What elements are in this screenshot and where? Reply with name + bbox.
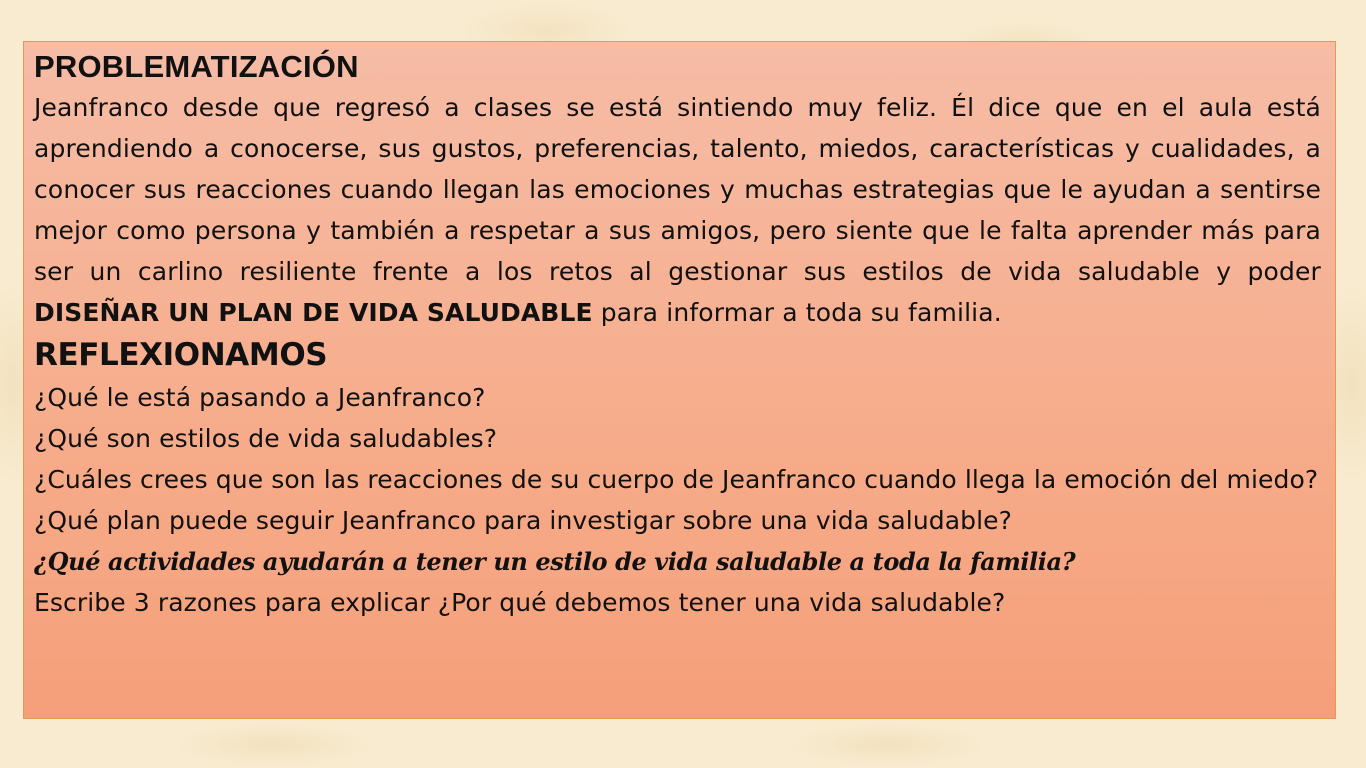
reflexionamos-heading: REFLEXIONAMOS (34, 337, 328, 373)
question-1: ¿Qué le está pasando a Jeanfranco? (34, 383, 486, 412)
problematizacion-heading: PROBLEMATIZACIÓN (34, 49, 359, 84)
problem-text-end: para informar a toda su familia. (592, 298, 1002, 327)
question-6: Escribe 3 razones para explicar ¿Por qué debemos tener una vida saludable? (34, 588, 1006, 617)
problem-bold-text: DISEÑAR UN PLAN DE VIDA SALUDABLE (34, 298, 593, 327)
question-2: ¿Qué son estilos de vida saludables? (34, 424, 498, 453)
content-panel (23, 41, 1336, 719)
problem-paragraph (34, 87, 1321, 333)
problem-text: Jeanfranco desde que regresó a clases se está sintiendo muy feliz. Él dice que en el aula está aprendiendo a conocerse, sus gustos, preferencias, talento, miedos, características y cualidades, a conocer sus reacciones cuando llegan las emociones y muchas estrategias que le ayudan a sentirse mejor como persona y también a respetar a sus amigos, pero siente que le falta aprender más para ser un carlino resiliente frente a los retos al gestionar sus estilos de vida saludable y poder (34, 93, 1321, 286)
question-3: ¿Cuáles crees que son las reacciones de su cuerpo de Jeanfranco cuando llega la emoción del miedo? (34, 465, 1319, 494)
question-4: ¿Qué plan puede seguir Jeanfranco para investigar sobre una vida saludable? (34, 506, 1013, 535)
question-5: ¿Qué actividades ayudarán a tener un estilo de vida saludable a toda la familia? (34, 547, 1076, 576)
